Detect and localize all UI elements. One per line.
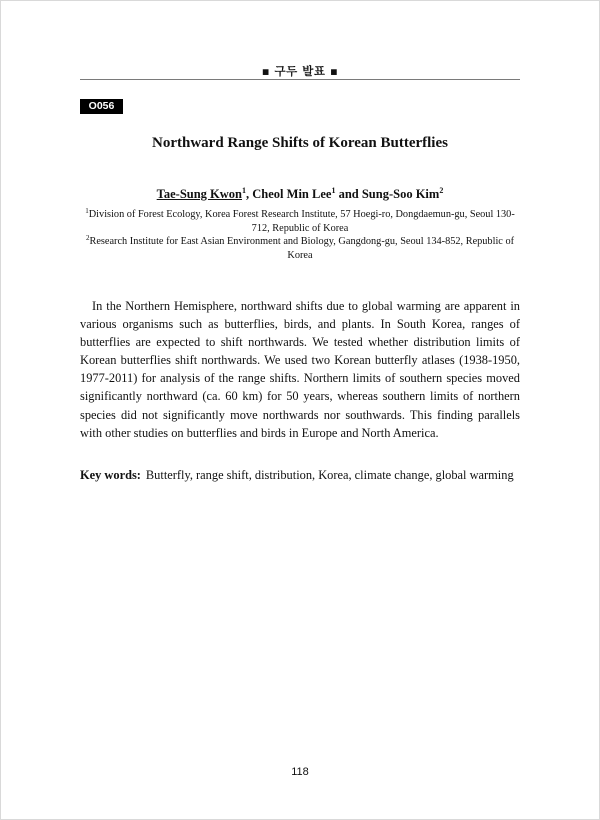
author-2-name: Cheol Min Lee [252,187,332,201]
affiliation-1-text: Division of Forest Ecology, Korea Forest Research Institute, 57 Hoegi-ro, Dongdaemun-gu, Seoul 130-712, Republic of Korea [88,209,515,234]
author-separator-2: and [335,187,362,201]
abstract-text: In the Northern Hemisphere, northward shifts due to global warming are apparent in various organisms such as butterflies, birds, and plants. In South Korea, ranges of butterflies are expected to shift northwards. We tested whether distribution limits of Korean butterflies shift northwards. We used two Korean butterfly atlases (1938-1950, 1977-2011) for analysis of the range shifts. Northern limits of southern species moved significantly northward (ca. 60 km) for 50 years, whereas southern limits of northern species did not significantly move northwards nor southwards. This finding parallels with other studies on butterflies and birds in Europe and North America. [80,299,520,440]
author-3-affiliation-mark: 2 [439,186,444,195]
affiliation-list [80,208,520,262]
author-1-name: Tae-Sung Kwon [156,187,243,201]
affiliation-2 [80,235,520,262]
affiliation-2-text: Research Institute for East Asian Environment and Biology, Gangdong-gu, Seoul 134-852, Republic of Korea [89,236,515,261]
author-3-name: Sung-Soo Kim [361,187,440,201]
author-2-affiliation-mark: 1 [331,186,336,195]
keywords-list: Butterfly, range shift, distribution, Korea, climate change, global warming [145,468,514,482]
affiliation-2-mark: 2 [85,234,90,243]
affiliation-1-mark: 1 [85,207,89,215]
author-separator-1: , [246,187,253,201]
author-list [0,187,600,202]
paper-title: Northward Range Shifts of Korean Butterflies [152,135,448,151]
session-code-badge: O056 [80,99,123,114]
keywords-block [80,466,520,484]
keywords-label: Key words: [80,468,141,482]
section-header: ▪ 구두 발표 ▪ [261,64,339,78]
header-divider [80,79,520,80]
affiliation-1 [80,208,520,235]
author-1-affiliation-mark: 1 [242,186,247,195]
page-number: 118 [291,766,309,778]
